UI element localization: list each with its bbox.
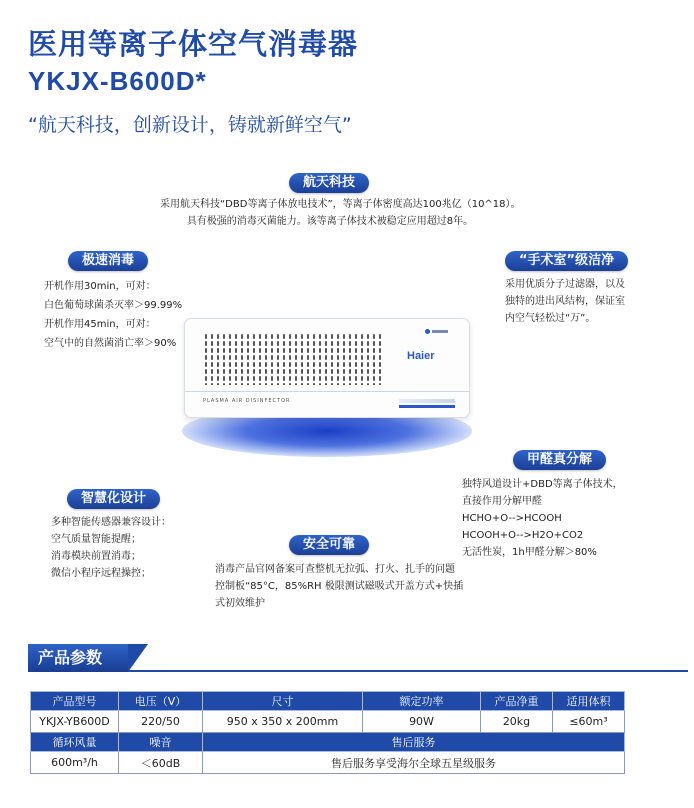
- params-section-title: 产品参数: [28, 644, 128, 672]
- device-panel-label: PLASMA AIR DISINFECTOR: [203, 398, 291, 404]
- device-panel-stripe: [399, 399, 455, 403]
- device-panel-accent: [399, 405, 455, 408]
- formaldehyde-line: 独特风道设计+DBD等离子体技术，: [462, 479, 623, 490]
- table-header-cell: 额定功率: [363, 692, 481, 711]
- formaldehyde-line: 直接作用分解甲醛: [462, 496, 542, 507]
- tag-smart-design: 智慧化设计: [67, 489, 160, 509]
- table-header-cell: 产品型号: [31, 692, 119, 711]
- table-cell: YKJX-YB600D: [31, 711, 119, 733]
- formaldehyde-text: [462, 476, 623, 561]
- device-divider: [185, 391, 469, 392]
- safety-text: [215, 561, 463, 612]
- device-brand-logo: Haier: [407, 350, 435, 362]
- fast-line: 开机作用45min，可对：: [44, 319, 156, 330]
- table-header-cell: 适用体积: [553, 692, 625, 711]
- params-header-notch: [128, 644, 148, 672]
- fast-line: 空气中的自然菌消亡率＞90%: [44, 338, 177, 349]
- smart-line: 微信小程序远程操控；: [51, 568, 151, 579]
- aerospace-line: 具有极强的消毒灭菌能力。该等离子体技术被稳定应用超过8年。: [186, 216, 474, 227]
- formaldehyde-line: 无活性炭，1h甲醛分解＞80%: [462, 547, 597, 558]
- table-cell: 950 x 350 x 200mm: [203, 711, 363, 733]
- fast-disinfection-text: [44, 277, 182, 353]
- formaldehyde-line: HCHO+O-->HCOOH: [462, 513, 562, 524]
- table-header-row: [31, 733, 625, 752]
- safety-line: 式初效维护: [215, 598, 265, 609]
- table-cell: ＜60dB: [119, 752, 203, 774]
- operating-room-text: [505, 276, 625, 327]
- slogan: “航天科技，创新设计，铸就新鲜空气”: [28, 114, 352, 136]
- table-header-row: [31, 692, 625, 711]
- device-grille: [203, 333, 381, 385]
- table-header-cell: 尺寸: [203, 692, 363, 711]
- model-number: YKJX-B600D*: [28, 66, 207, 96]
- company-logo-icon: [425, 327, 449, 337]
- aerospace-line: 采用航天科技“DBD等离子体放电技术”，等离子体密度高达100兆亿（10^18）。: [160, 199, 521, 210]
- aerospace-text: [160, 196, 521, 230]
- table-cell: ≤60m³: [553, 711, 625, 733]
- table-header-cell: 售后服务: [203, 733, 625, 752]
- smart-line: 空气质量智能提醒；: [51, 534, 141, 545]
- operating-room-line: 内空气轻松过“万”。: [505, 313, 596, 324]
- params-table: [30, 691, 625, 774]
- table-cell: 20kg: [481, 711, 553, 733]
- device-image: [184, 318, 470, 418]
- smart-line: 消毒模块前置消毒；: [51, 551, 141, 562]
- params-header-rule: [128, 670, 688, 672]
- formaldehyde-line: HCOOH+O-->H2O+CO2: [462, 530, 584, 541]
- table-cell: 售后服务享受海尔全球五星级服务: [203, 752, 625, 774]
- table-header-cell: 电压（V）: [119, 692, 203, 711]
- table-cell: 220/50: [119, 711, 203, 733]
- smart-line: 多种智能传感器兼容设计：: [51, 517, 171, 528]
- page-title: 医用等离子体空气消毒器: [28, 27, 359, 61]
- table-header-cell: 噪音: [119, 733, 203, 752]
- smart-design-text: [51, 514, 171, 582]
- tag-safety: 安全可靠: [289, 535, 369, 555]
- table-header-cell: 产品净重: [481, 692, 553, 711]
- tag-operating-room: “手术室”级洁净: [505, 251, 628, 271]
- safety-line: 控制板“85°C，85%RH 极限测试磁吸式开盖方式+快插: [215, 581, 464, 592]
- params-section-header: [28, 644, 688, 674]
- fast-line: 开机作用30min，可对：: [44, 281, 156, 292]
- safety-line: 消毒产品官网备案可查整机无拉弧、打火、扎手的问题: [215, 564, 455, 575]
- table-cell: 600m³/h: [31, 752, 119, 774]
- tag-aerospace: 航天科技: [289, 173, 369, 193]
- tag-fast-disinfection: 极速消毒: [68, 251, 148, 271]
- operating-room-line: 采用优质分子过滤器，以及: [505, 279, 625, 290]
- tag-formaldehyde: 甲醛真分解: [513, 450, 606, 470]
- table-row: [31, 711, 625, 733]
- fast-line: 白色葡萄球菌杀灭率＞99.99%: [44, 300, 183, 311]
- operating-room-line: 独特的进出风结构，保证室: [505, 296, 625, 307]
- table-cell: 90W: [363, 711, 481, 733]
- table-row: [31, 752, 625, 774]
- table-header-cell: 循环风量: [31, 733, 119, 752]
